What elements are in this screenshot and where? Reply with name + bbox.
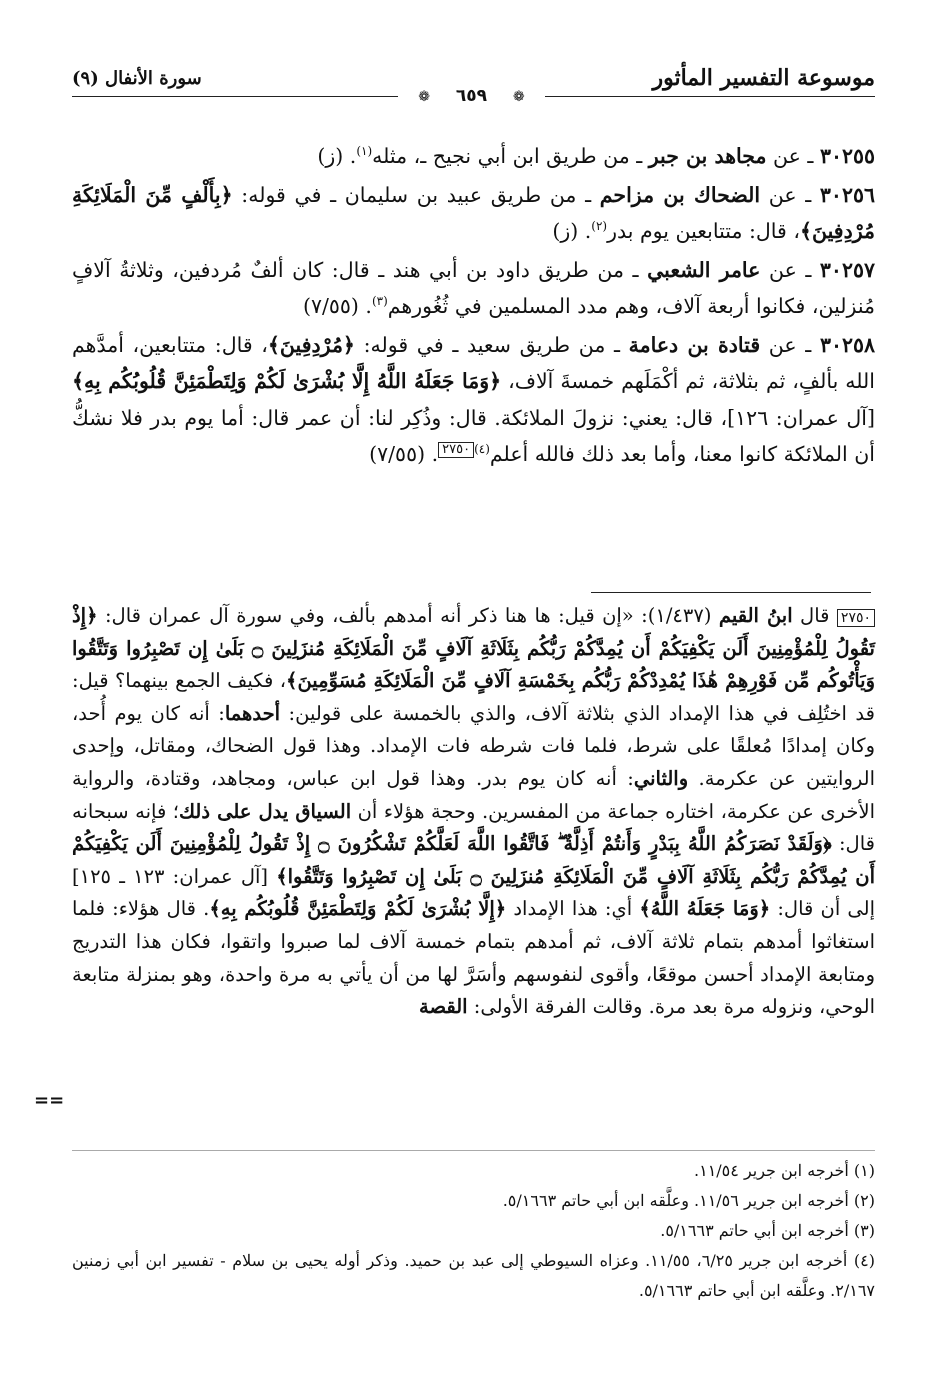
seg: : أنه كان يوم بدر. وهذا قول ابن عباس، ومجاهد، وقتادة، والرواية الأخرى عن عكرمة، اختاره جماعة من المفسرين. وحجة هؤلاء أن [72,766,876,823]
seg: ـ عن [766,144,820,168]
quran-verse: ﴿وَلَقَدْ نَصَرَكُمُ اللَّهُ بِبَدْرٍ وَأَنتُمْ أَذِلَّةٌ ۖ فَاتَّقُوا اللَّهَ لَعَلَّكُمْ تَشْكُرُونَ ۝ إِذْ تَقُولُ لِلْمُؤْمِنِينَ أَلَن يَكْفِيَكُمْ أَن يُمِدَّكُمْ رَبُّكُم بِثَلَاثَةِ آلَافٍ مِّنَ الْمَلَائِكَةِ مُنزَلِينَ ۝ بَلَىٰ إِن تَصْبِرُوا وَتَتَّقُوا﴾ [72,832,875,888]
footnote-ref[interactable]: (١) [356,144,373,159]
narrator-name: عامر الشعبي [647,257,761,282]
quran-verse: ﴿إِذْ تَقُولُ لِلْمُؤْمِنِينَ أَلَن يَكْفِيَكُمْ أَن يُمِدَّكُمْ رَبُّكُم بِثَلَاثَةِ آلَافٍ مِّنَ الْمَلَائِكَةِ مُنزَلِينَ ۝ بَلَىٰ إِن تَصْبِرُوا وَتَتَّقُوا وَيَأْتُوكُم مِّن فَوْرِهِمْ هَٰذَا يُمْدِدْكُمْ رَبُّكُم بِخَمْسَةِ آلَافٍ مِّنَ الْمَلَائِكَةِ مُسَوِّمِينَ﴾ [72,604,875,693]
seg: : أنه كان يوم أُحد، وكان إمدادًا مُعلقًا على شرط، فلما فات شرطه فات الإمداد. وهذا قول الضحاك، ومقاتل، وإحدى الروايتين عن عكرمة. [72,701,875,790]
scholar-name: ابنُ القيم [718,604,793,627]
footnote: (٤) أخرجه ابن جرير ٦/٢٥، ١١/٥٥. وعزاه السيوطي إلى عبد بن حميد. وذكر أوله يحيى بن سلام - تفسير ابن أبي زمنين ٢/١٦٧. وعلَّقه ابن أبي حاتم ٥/١٦٦٣. [72,1251,876,1300]
seg: (١/٤٣٧): «إن قيل: ها هنا ذكر أنه أمدهم بألف، وفي سورة آل عمران قال: [97,604,719,627]
main-text [72,138,875,475]
commentary-ref-box[interactable]: ٢٧٥٠ [438,442,474,458]
entry [72,252,875,325]
seg: أي: هذا الإمداد [506,897,640,921]
narrator-name: قتادة بن دعامة [628,332,761,357]
commentary-box-number: ٢٧٥٠ [837,609,875,627]
commentary-separator [591,592,871,593]
footnote: (٣) أخرجه ابن أبي حاتم ٥/١٦٦٣. [660,1221,875,1240]
bold-term: القصة [419,995,468,1019]
seg: . قال هؤلاء: فلما استغاثوا أمدهم بتمام ثلاثة آلاف، ثم أمدهم بتمام خمسة آلاف لما صبروا واتقوا، فكان هذا التدريج ومتابعة الإمداد أحسن موقعًا، وأقوى لنفوسهم وأسَرَّ لها من أن يأتي به مرة واحدة، وهو بمنزلة متابعة الوحي، ونزوله مرة بعد مرة. وقالت الفرقة الأولى: [72,897,875,1019]
book-title: موسوعة التفسير المأثور [652,65,875,91]
seg: [آل عمران: ١٢٣ ـ ١٢٥] إلى أن قال: [72,864,876,921]
entry [72,177,875,250]
ornament-icon: ❁ [503,89,535,105]
footnote-ref[interactable]: (٤) [474,442,490,457]
seg: ـ من طريق عبيد بن سليمان ـ في قوله: [232,182,600,207]
seg: ، قال: متتابعين يوم بدر [607,219,800,243]
surah-label: سورة الأنفال (٩) [72,67,202,89]
seg: ـ من طريق سعيد ـ في قوله: [354,332,629,357]
quran-verse: ﴿وَمَا جَعَلَهُ اللَّهُ﴾ [639,897,771,921]
seg: ـ عن [760,257,820,282]
entry-number: ٣٠٢٥٨ [819,332,875,357]
seg: ـ عن [760,332,820,357]
entry-number: ٣٠٢٥٦ [819,182,875,207]
seg: . (ز) [552,219,592,243]
entry-number: ٣٠٢٥٥ [819,144,875,168]
seg: قال [792,604,837,627]
entry-number: ٣٠٢٥٧ [819,257,875,282]
continuation-mark: == [34,1090,65,1111]
page-number: ٦٥٩ [446,86,497,106]
ornament-icon: ❁ [408,89,440,105]
seg: [آل عمران: ١٢٦]، قال: يعني: نزولَ الملائكة. قال: وذُكِر لنا: أن عمر قال: أما يوم بدر فلا نشكُّ أن الملائكة كانوا معنا، وأما بعد ذلك فالله أعلم [72,405,875,466]
entry [72,138,875,175]
footnote: (١) أخرجه ابن جرير ١١/٥٤. [694,1161,875,1180]
quran-verse: ﴿وَمَا جَعَلَهُ اللَّهُ إِلَّا بُشْرَىٰ لَكُمْ وَلِتَطْمَئِنَّ قُلُوبُكُم بِهِ﴾ [72,369,502,393]
seg: ـ من طريق داود بن أبي هند ـ قال: كان ألفٌ مُردفين، وثلاثةُ آلافٍ مُنزلين، فكانوا أربعة آلاف، وهم مدد المسلمين في ثُغُورهم [72,257,875,318]
narrator-name: الضحاك بن مزاحم [599,182,761,207]
quran-verse: ﴿مُرْدِفِينَ﴾ [267,332,355,357]
seg: ، قال: متتابعين، أمدَّهم الله بألفٍ، ثم بثلاثة، ثم أكْمَلَهم خمسةَ آلاف، [72,332,875,393]
footnote-separator [72,1150,875,1151]
commentary-block [72,600,875,1024]
entry [72,327,875,473]
footnotes [72,1156,875,1306]
page-number-box [398,86,544,106]
seg: ـ عن [760,182,820,207]
footnote-ref[interactable]: (٢) [591,219,608,234]
seg: . (٧/٥٥) [302,294,372,318]
footnote-ref[interactable]: (٣) [371,294,388,309]
bold-term: السياق يدل على ذلك [178,799,352,823]
narrator-name: مجاهد بن جبر [648,144,767,168]
bold-term: والثاني [633,766,689,790]
page-number-row [0,86,943,106]
quran-verse: ﴿إِلَّا بُشْرَىٰ لَكُمْ وَلِتَطْمَئِنَّ قُلُوبُكُم بِهِ﴾ [209,897,507,921]
seg: . (٧/٥٥) [369,442,439,466]
seg: ، فكيف الجمع بينهما؟ قيل: قد اختُلِف في هذا الإمداد الذي بثلاثة آلاف، والذي بالخمسة على قولين: [72,669,875,725]
seg: ـ من طريق ابن أبي نجيح ـ، مثله [372,144,649,168]
bold-term: أحدهما [224,701,281,725]
seg: . (ز) [317,144,357,168]
quran-verse: ﴿بِأَلْفٍ مِّنَ الْمَلَائِكَةِ مُرْدِفِينَ﴾ [72,182,875,243]
footnote: (٢) أخرجه ابن جرير ١١/٥٦. وعلَّقه ابن أبي حاتم ٥/١٦٦٣. [502,1191,875,1210]
seg: ؛ فإنه سبحانه قال: [72,799,875,856]
